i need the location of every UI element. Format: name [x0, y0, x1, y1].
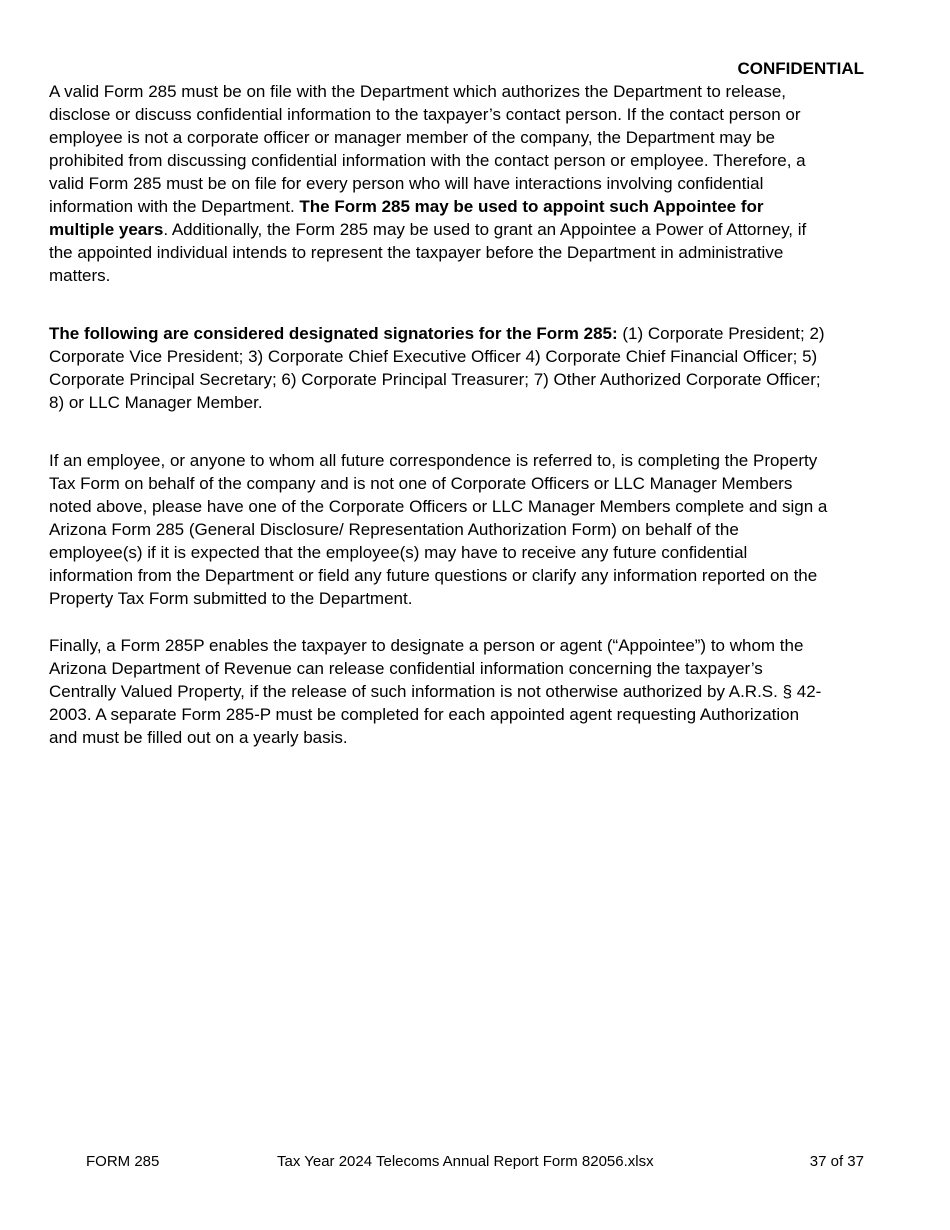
paragraph-text: A valid Form 285 must be on file with the Department which authorizes the Department to release, disclose or discuss confidential information to the taxpayer’s contact person. If the contact person or employee is not a corporate officer or manager member of the company, the Department may be prohibited from discussing confidential information with the contact person or employee. Therefore, a valid Form 285 must be on file for every person who will have interactions involving confidential information with the Department.	[49, 82, 806, 216]
footer-file-name: Tax Year 2024 Telecoms Annual Report Form 82056.xlsx	[277, 1153, 654, 1170]
paragraph-form-285-authorization	[49, 80, 831, 287]
paragraph-text: Finally, a Form 285P enables the taxpayer to designate a person or agent (“Appointee”) to whom the Arizona Department of Revenue can release confidential information concerning the taxpayer’s Centrally Valued Property, if the release of such information is not otherwise authorized by A.R.S. § 42-2003. A separate Form 285-P must be completed for each appointed agent requesting Authorization and must be filled out on a yearly basis.	[49, 636, 822, 747]
paragraph-form-285p	[49, 634, 831, 749]
paragraph-text: (1) Corporate President; 2) Corporate Vice President; 3) Corporate Chief Executive Officer 4) Corporate Chief Financial Officer; 5) Corporate Principal Secretary; 6) Corporate Principal Treasurer; 7) Other Authorized Corporate Officer; 8) or LLC Manager Member.	[49, 324, 825, 412]
paragraph-bold-text: The Form 285 may be used to appoint such Appointee for multiple years	[49, 197, 764, 239]
footer-page-number: 37 of 37	[809, 1153, 864, 1170]
paragraph-text: . Additionally, the Form 285 may be used to grant an Appointee a Power of Attorney, if the appointed individual intends to represent the taxpayer before the Department in administrative matters.	[49, 220, 807, 285]
document-body	[49, 80, 831, 749]
confidential-label: CONFIDENTIAL	[737, 59, 864, 78]
paragraph-bold-text: The following are considered designated signatories for the Form 285:	[49, 324, 618, 343]
paragraph-designated-signatories	[49, 322, 831, 414]
paragraph-employee-completion	[49, 449, 831, 610]
page-footer	[0, 1153, 950, 1173]
footer-form-name: FORM 285	[86, 1153, 160, 1170]
paragraph-text: If an employee, or anyone to whom all future correspondence is referred to, is completing the Property Tax Form on behalf of the company and is not one of Corporate Officers or LLC Manager Members noted above, please have one of the Corporate Officers or LLC Manager Members complete and sign a Arizona Form 285 (General Disclosure/ Representation Authorization Form) on behalf of the employee(s) if it is expected that the employee(s) may have to receive any future confidential information from the Department or field any future questions or clarify any information reported on the Property Tax Form submitted to the Department.	[49, 451, 828, 608]
